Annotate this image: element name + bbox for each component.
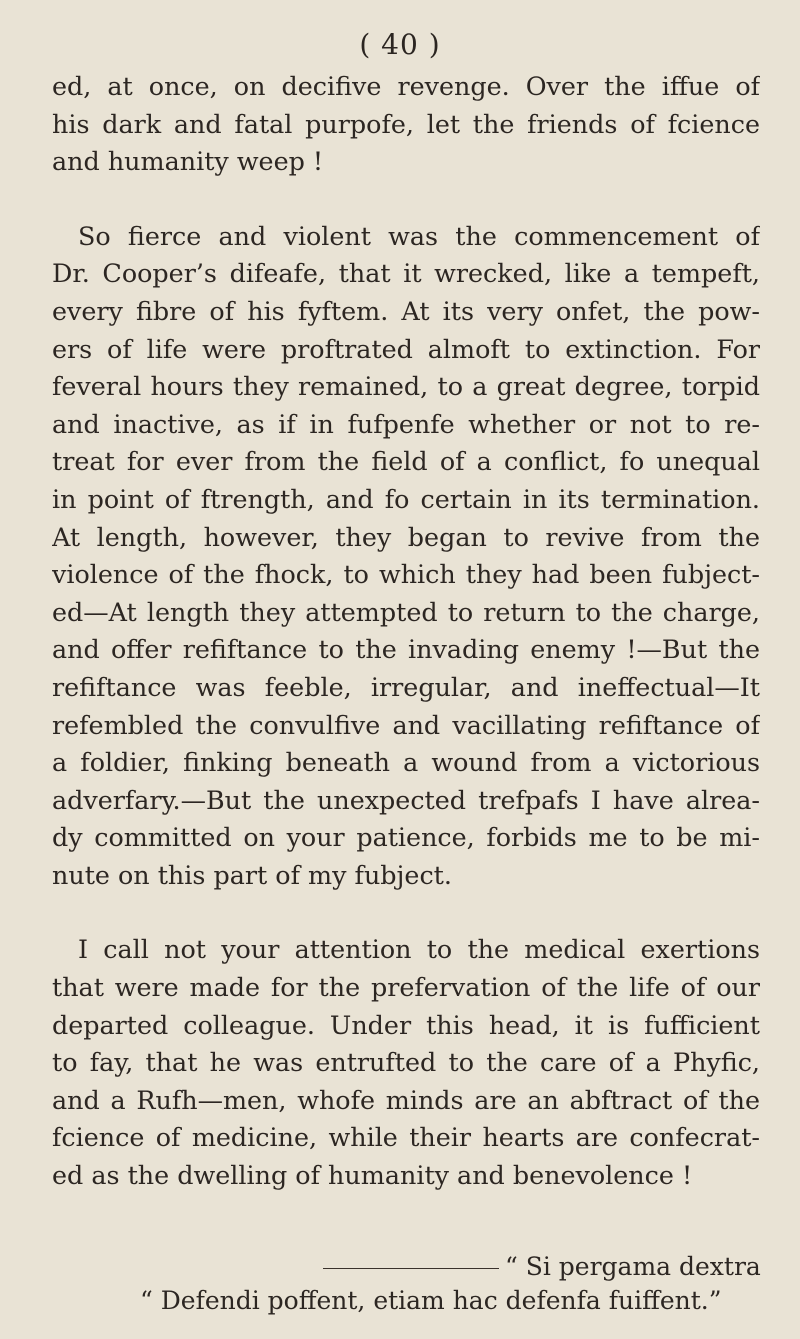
text-line: treat for ever from the field of a conflict, fo unequal (52, 446, 760, 477)
text-line: his dark and fatal purpofe, let the friends of fcience (52, 108, 760, 139)
text-line: fcience of medicine, while their hearts are confecrat- (52, 1122, 760, 1153)
text-line: Dr. Cooper’s difeafe, that it wrecked, like a tempeft, (52, 258, 760, 289)
text-line: So fierce and violent was the commencement of (78, 220, 760, 251)
text-line: At length, however, they began to revive from the (52, 521, 760, 552)
text-line: and a Rufh—men, whofe minds are an abftract of the (52, 1084, 760, 1115)
text-line: violence of the fhock, to which they had been fubject- (52, 559, 760, 590)
text-line: I call not your attention to the medical exertions (78, 934, 760, 965)
text-line: ed, at once, on decifive revenge. Over the iffue of (52, 71, 760, 101)
page-number: ( 40 ) (359, 28, 441, 61)
text-line: and humanity weep ! (52, 146, 324, 177)
em-rule (323, 1268, 499, 1269)
body-text (52, 68, 760, 1195)
text-line: ed as the dwelling of humanity and benevolence ! (52, 1160, 693, 1191)
quote-text: “ Si pergama dextra (505, 1252, 761, 1281)
text-line: every fibre of his fyftem. At its very onfet, the pow- (52, 295, 760, 326)
text-line: adverfary.—But the unexpected trefpafs I have alrea- (52, 784, 760, 815)
text-line: dy committed on your patience, forbids me to be mi- (52, 822, 760, 853)
text-line: ed—At length they attempted to return to the charge, (52, 596, 760, 627)
text-line: that were made for the prefervation of the life of our (52, 972, 760, 1003)
text-line: departed colleague. Under this head, it is fufficient (52, 1009, 760, 1040)
text-line: feveral hours they remained, to a great degree, torpid (52, 371, 760, 402)
text-line: and inactive, as if in fufpenfe whether or not to re- (52, 408, 760, 439)
text-line: to fay, that he was entrufted to the care of a Phyfic, (52, 1047, 760, 1078)
text-line: in point of ftrength, and fo certain in its termination. (52, 483, 760, 514)
quote-line-1 (0, 1250, 800, 1284)
text-line: nute on this part of my fubject. (52, 859, 452, 890)
text-line: a foldier, finking beneath a wound from a victorious (52, 747, 760, 778)
text-line: ers of life were proftrated almoft to extinction. For (52, 333, 760, 364)
text-line: refembled the convulfive and vacillating refiftance of (52, 709, 760, 740)
text-line: refiftance was feeble, irregular, and ineffectual—It (52, 671, 760, 702)
quote-line-2 (0, 1284, 800, 1318)
quote-text: “ Defendi poffent, etiam hac defenfa fuiffent.” (140, 1286, 722, 1315)
text-line: and offer refiftance to the invading enemy !—But the (52, 634, 760, 665)
